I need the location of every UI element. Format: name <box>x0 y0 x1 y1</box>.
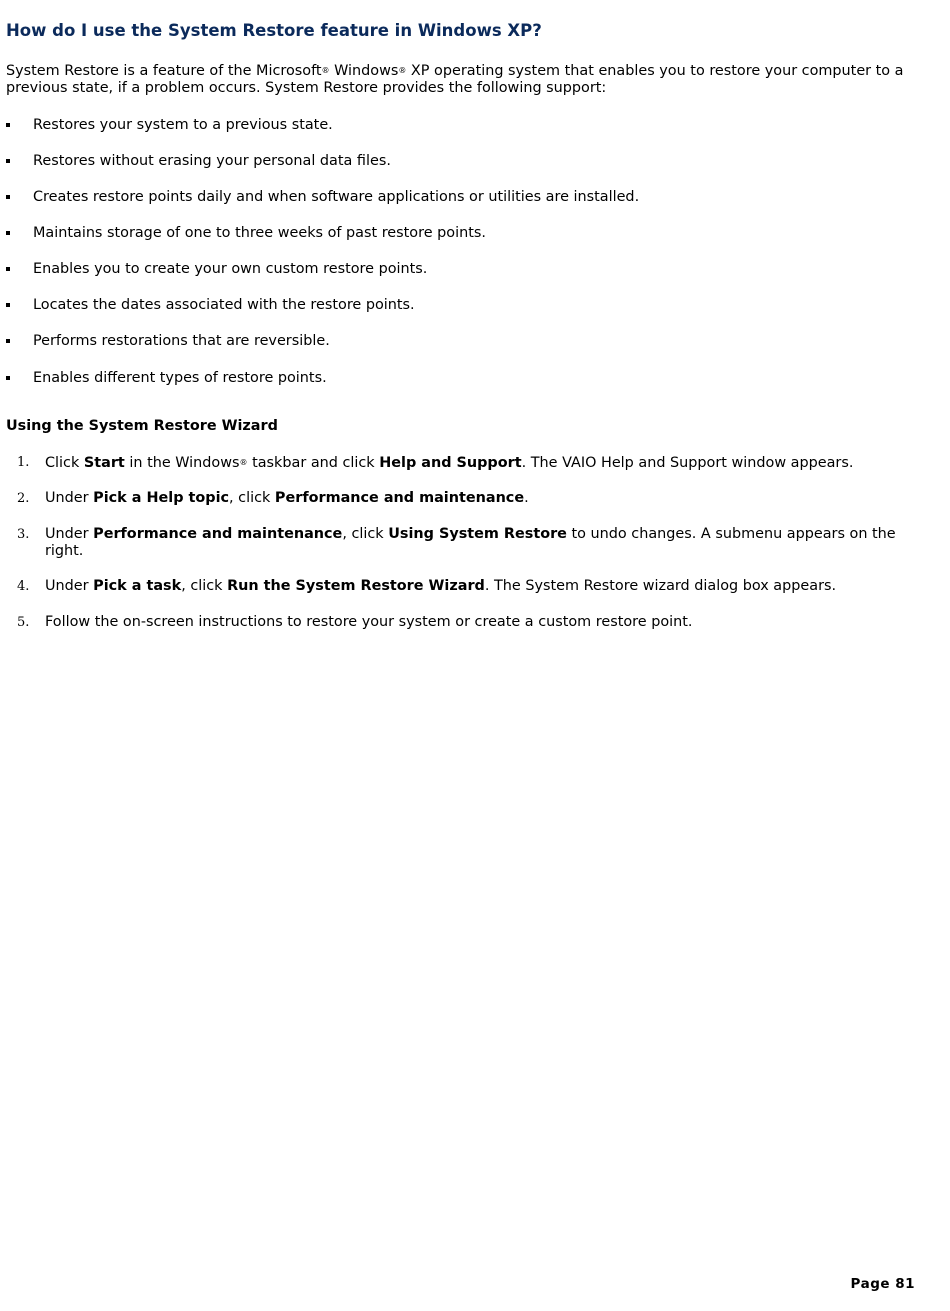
square-bullet-icon <box>6 123 10 127</box>
page-title: How do I use the System Restore feature in Windows XP? <box>6 21 542 40</box>
step-number: 5. <box>17 615 30 630</box>
step-text: Under Performance and maintenance, click Using System Restore to undo changes. A submenu appears on the right. <box>45 526 896 559</box>
step-number: 1. <box>17 455 30 470</box>
square-bullet-icon <box>6 339 10 343</box>
step-text: Click Start in the Windows® taskbar and click Help and Support. The VAIO Help and Support window appears. <box>45 455 854 471</box>
section-heading: Using the System Restore Wizard <box>6 418 278 434</box>
step-text: Under Pick a Help topic, click Performance and maintenance. <box>45 490 529 506</box>
square-bullet-icon <box>6 231 10 235</box>
step-number: 3. <box>17 527 30 542</box>
registered-mark: ® <box>239 458 248 467</box>
intro-paragraph <box>6 62 916 97</box>
intro-text-3: XP operating system that enables you to restore your computer to a previous state, if a problem occurs. System Restore provides the following support: <box>6 63 904 96</box>
square-bullet-icon <box>6 195 10 199</box>
square-bullet-icon <box>6 267 10 271</box>
square-bullet-icon <box>6 376 10 380</box>
registered-mark: ® <box>398 66 407 75</box>
square-bullet-icon <box>6 303 10 307</box>
intro-text-1: System Restore is a feature of the Microsoft <box>6 63 322 79</box>
square-bullet-icon <box>6 159 10 163</box>
step-number: 2. <box>17 491 30 506</box>
intro-text-2: Windows <box>329 63 399 79</box>
step-text: Under Pick a task, click Run the System Restore Wizard. The System Restore wizard dialog box appears. <box>45 578 837 594</box>
page-number: Page 81 <box>850 1276 915 1292</box>
step-number: 4. <box>17 579 30 594</box>
step-text: Follow the on-screen instructions to restore your system or create a custom restore point. <box>45 614 693 630</box>
registered-mark: ® <box>321 66 330 75</box>
